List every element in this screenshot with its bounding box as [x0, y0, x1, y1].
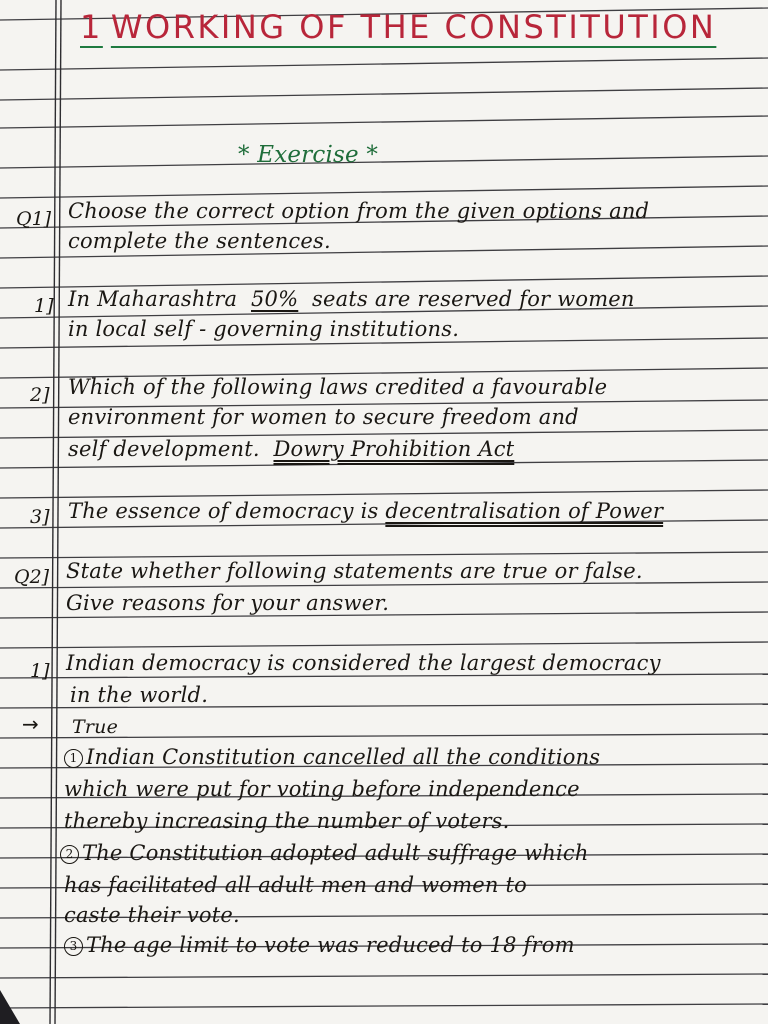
q1-item-1-num: 1] — [34, 295, 54, 317]
q1-item-2-line-2: environment for women to secure freedom and — [68, 405, 579, 429]
reason-2-num: 2 — [60, 845, 79, 864]
q1-line-1: Choose the correct option from the given options and — [68, 199, 650, 223]
answer-decentralisation: decentralisation of Power — [385, 499, 664, 523]
q1-item-1-line-1: In Maharashtra 50% seats are reserved for women — [68, 287, 635, 311]
page-title — [80, 8, 717, 46]
q1-item-2-line-1: Which of the following laws credited a favourable — [68, 375, 608, 399]
reason-1-num: 1 — [64, 749, 83, 768]
q2-item-1-num: 1] — [30, 660, 50, 682]
reason-1-line-1: 1 Indian Constitution cancelled all the conditions — [64, 744, 600, 770]
q2-line-1: State whether following statements are true or false. — [66, 559, 643, 583]
answer-dowry-act: Dowry Prohibition Act — [273, 437, 515, 461]
q1-item-3-line-1: The essence of democracy is decentralisation of Power — [68, 499, 664, 523]
q2-line-2: Give reasons for your answer. — [66, 591, 390, 615]
answer-arrow-icon: → — [22, 712, 39, 736]
answer-50-percent: 50% — [251, 287, 299, 311]
reason-2-line-2: has facilitated all adult men and women to — [64, 873, 527, 897]
reason-3-num: 3 — [64, 937, 83, 956]
q1-item-1-line-2: in local self - governing institutions. — [68, 317, 460, 341]
exercise-heading: * Exercise * — [238, 142, 379, 168]
q1-line-2: complete the sentences. — [68, 229, 331, 253]
chapter-title: WORKING OF THE CONSTITUTION — [110, 8, 717, 46]
q1-item-3-num: 3] — [30, 506, 50, 528]
q2-label: Q2] — [14, 566, 50, 588]
reason-2-line-1: 2 The Constitution adopted adult suffrage which — [60, 840, 589, 866]
q1-item-2-line-3: self development. Dowry Prohibition Act — [68, 437, 515, 461]
q2-item-1-line-2: in the world. — [70, 683, 209, 707]
chapter-number: 1 — [80, 8, 103, 46]
q1-item-2-num: 2] — [30, 384, 50, 406]
reason-1-line-3: thereby increasing the number of voters. — [64, 809, 510, 833]
q2-item-1-line-1: Indian democracy is considered the largest democracy — [66, 651, 661, 675]
reason-2-line-3: caste their vote. — [64, 903, 240, 927]
q1-label: Q1] — [16, 208, 52, 230]
answer-true: True — [72, 716, 119, 738]
reason-3-line-1: 3 The age limit to vote was reduced to 18 from — [64, 932, 575, 958]
reason-1-line-2: which were put for voting before independence — [64, 777, 580, 801]
